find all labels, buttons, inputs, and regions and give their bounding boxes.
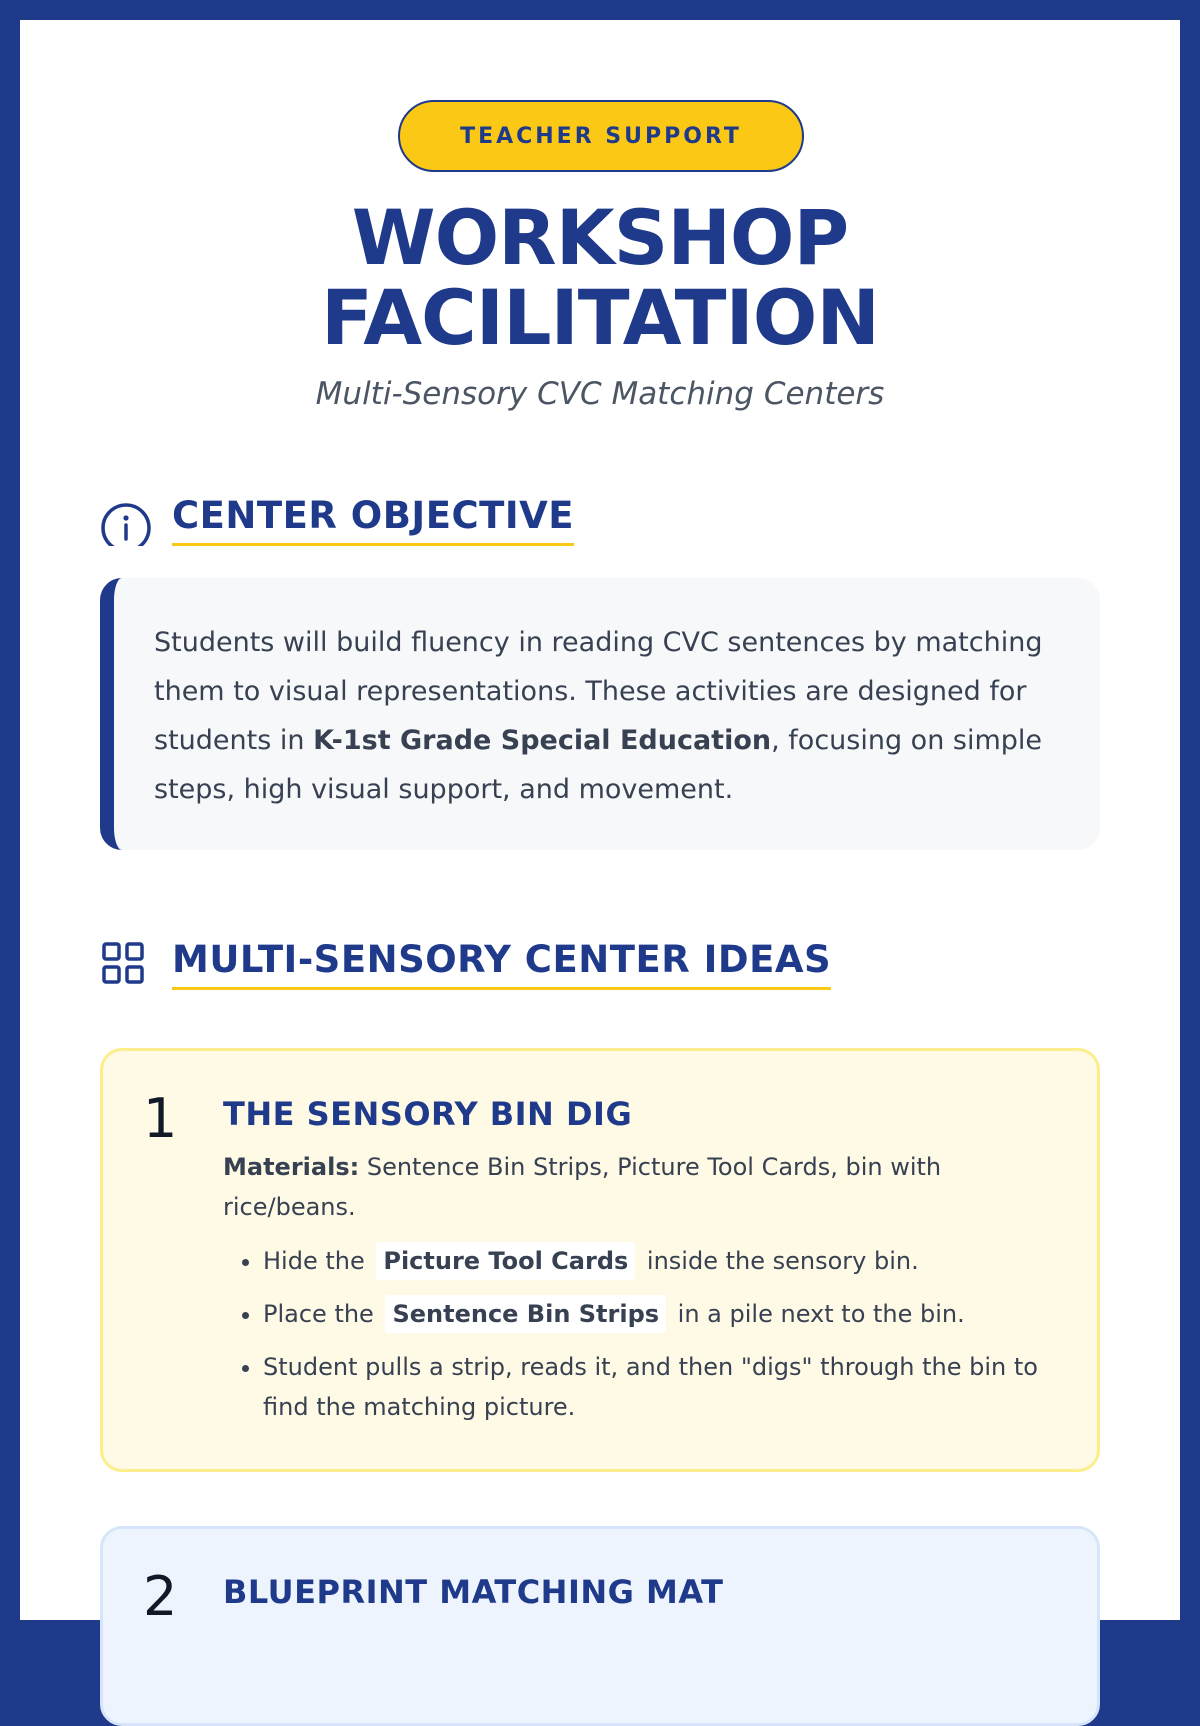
step-text: Student pulls a strip, reads it, and then "digs" through the bin to find the matching picture. xyxy=(263,1353,1038,1421)
objective-box xyxy=(100,578,1100,850)
step-text: in a pile next to the bin. xyxy=(670,1300,965,1328)
materials-text: Sentence Bin Strips, Picture Tool Cards, bin with rice/beans. xyxy=(223,1153,942,1221)
page-subtitle: Multi-Sensory CVC Matching Centers xyxy=(315,376,885,412)
center-idea-card-2 xyxy=(100,1526,1100,1726)
step-text: Place the xyxy=(263,1300,382,1328)
center-idea-card-1 xyxy=(100,1048,1100,1472)
teacher-support-badge: TEACHER SUPPORT xyxy=(398,100,804,172)
ideas-section-header xyxy=(100,938,831,990)
list-item xyxy=(263,1294,1057,1334)
grid-icon xyxy=(100,938,152,990)
info-circle-icon xyxy=(100,494,152,546)
materials-label: Materials: xyxy=(223,1153,360,1181)
card-title: BLUEPRINT MATCHING MAT xyxy=(223,1573,724,1611)
page xyxy=(20,20,1180,1628)
objective-text-start: Students will build fluency in reading CVC sentences by matching them to visual representations. These activities are designed for students in xyxy=(154,627,1043,756)
steps-list xyxy=(223,1241,1057,1427)
page-title xyxy=(20,193,1180,362)
material-chip: Sentence Bin Strips xyxy=(385,1295,666,1333)
step-text: inside the sensory bin. xyxy=(639,1247,919,1275)
ideas-heading: MULTI-SENSORY CENTER IDEAS xyxy=(172,938,831,990)
card-number: 2 xyxy=(143,1565,178,1628)
list-item xyxy=(263,1347,1057,1427)
objective-heading: CENTER OBJECTIVE xyxy=(172,494,574,546)
title-line-2: FACILITATION xyxy=(321,273,879,362)
objective-section-header xyxy=(100,494,574,546)
list-item xyxy=(263,1241,1057,1281)
materials-line xyxy=(223,1147,1057,1227)
card-number: 1 xyxy=(143,1087,178,1150)
card-title: THE SENSORY BIN DIG xyxy=(223,1095,633,1133)
objective-grade-highlight: K-1st Grade Special Education xyxy=(313,725,772,756)
material-chip: Picture Tool Cards xyxy=(376,1242,635,1280)
objective-text-end: , focusing on simple steps, high visual support, and movement. xyxy=(154,725,1043,805)
title-line-1: WORKSHOP xyxy=(351,193,849,282)
step-text: Hide the xyxy=(263,1247,373,1275)
